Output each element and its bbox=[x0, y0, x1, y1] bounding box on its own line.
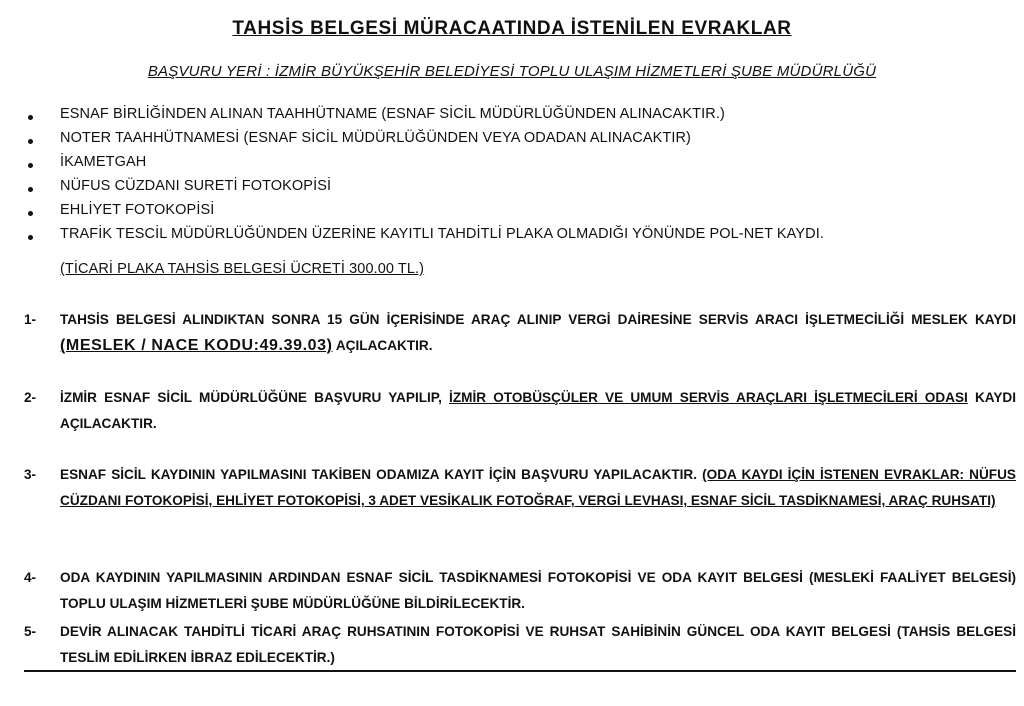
list-item: EHLİYET FOTOKOPİSİ bbox=[24, 198, 1004, 222]
step-text: DEVİR ALINACAK TAHDİTLİ TİCARİ ARAÇ RUHSATININ FOTOKOPİSİ VE RUHSAT SAHİBİNİN GÜNCEL ODA KAYIT BELGESİ (TAHSİS BELGESİ TESLİM EDİLİRKEN İBRAZ EDİLECEKTİR.) bbox=[60, 624, 1016, 665]
document-title: TAHSİS BELGESİ MÜRACAATINDA İSTENİLEN EVRAKLAR bbox=[232, 18, 792, 39]
application-place-subtitle: BAŞVURU YERİ : İZMİR BÜYÜKŞEHİR BELEDİYESİ TOPLU ULAŞIM HİZMETLERİ ŞUBE MÜDÜRLÜĞÜ bbox=[147, 63, 877, 80]
step-number: 4- bbox=[24, 570, 37, 585]
step-text: TAHSİS BELGESİ ALINDIKTAN SONRA 15 GÜN İÇERİSİNDE ARAÇ ALINIP VERGİ DAİRESİNE SERVİS ARACI İŞLETMECİLİĞİ MESLEK KAYDI (MESLEK / NACE KODU:49.39.03) AÇILACAKTIR. bbox=[60, 312, 1016, 354]
step-number: 2- bbox=[24, 390, 37, 405]
step-number: 3- bbox=[24, 467, 37, 482]
required-documents-list bbox=[24, 102, 1004, 246]
step-5 bbox=[24, 619, 1016, 671]
list-item: NÜFUS CÜZDANI SURETİ FOTOKOPİSİ bbox=[24, 174, 1004, 198]
list-item: ESNAF BİRLİĞİNDEN ALINAN TAAHHÜTNAME (ESNAF SİCİL MÜDÜRLÜĞÜNDEN ALINACAKTIR.) bbox=[24, 102, 1004, 126]
step-text: ESNAF SİCİL KAYDININ YAPILMASINI TAKİBEN ODAMIZA KAYIT İÇİN BAŞVURU YAPILACAKTIR. (ODA KAYDI İÇİN İSTENEN EVRAKLAR: NÜFUS CÜZDANI FOTOKOPİSİ, EHLİYET FOTOKOPİSİ, 3 ADET VESİKALIK FOTOĞRAF, VERGİ LEVHASI, ESNAF SİCİL TASDİKNAMESİ, ARAÇ RUHSATI) bbox=[60, 467, 1016, 508]
chamber-documents-note: (ODA KAYDI İÇİN İSTENEN EVRAKLAR: NÜFUS CÜZDANI FOTOKOPİSİ, EHLİYET FOTOKOPİSİ, 3 ADET VESİKALIK FOTOĞRAF, VERGİ LEVHASI, ESNAF SİCİL TASDİKNAMESİ, ARAÇ RUHSATI) bbox=[60, 467, 1016, 508]
step-1 bbox=[24, 307, 1016, 359]
step-4 bbox=[24, 565, 1016, 617]
list-item: NOTER TAAHHÜTNAMESİ (ESNAF SİCİL MÜDÜRLÜĞÜNDEN VEYA ODADAN ALINACAKTIR) bbox=[24, 126, 1004, 150]
chamber-name: İZMİR OTOBÜSÇÜLER VE UMUM SERVİS ARAÇLARI İŞLETMECİLERİ ODASI bbox=[449, 390, 968, 405]
fee-note: (TİCARİ PLAKA TAHSİS BELGESİ ÜCRETİ 300.00 TL.) bbox=[60, 261, 425, 277]
nace-code: (MESLEK / NACE KODU:49.39.03) bbox=[60, 337, 333, 354]
list-item: İKAMETGAH bbox=[24, 150, 1004, 174]
step-text: ODA KAYDININ YAPILMASININ ARDINDAN ESNAF SİCİL TASDİKNAMESİ FOTOKOPİSİ VE ODA KAYIT BELGESİ (MESLEKİ FAALİYET BELGESİ) TOPLU ULAŞIM HİZMETLERİ ŞUBE MÜDÜRLÜĞÜNE BİLDİRİLECEKTİR. bbox=[60, 570, 1016, 611]
step-number: 1- bbox=[24, 312, 37, 327]
list-item: TRAFİK TESCİL MÜDÜRLÜĞÜNDEN ÜZERİNE KAYITLI TAHDİTLİ PLAKA OLMADIĞI YÖNÜNDE POL-NET KAYDI. bbox=[24, 222, 1004, 246]
bottom-rule bbox=[24, 670, 1016, 672]
step-2 bbox=[24, 385, 1016, 437]
step-text: İZMİR ESNAF SİCİL MÜDÜRLÜĞÜNE BAŞVURU YAPILIP, İZMİR OTOBÜSÇÜLER VE UMUM SERVİS ARAÇLARI İŞLETMECİLERİ ODASI KAYDI AÇILACAKTIR. bbox=[60, 390, 1017, 431]
step-number: 5- bbox=[24, 624, 37, 639]
step-3 bbox=[24, 462, 1016, 514]
